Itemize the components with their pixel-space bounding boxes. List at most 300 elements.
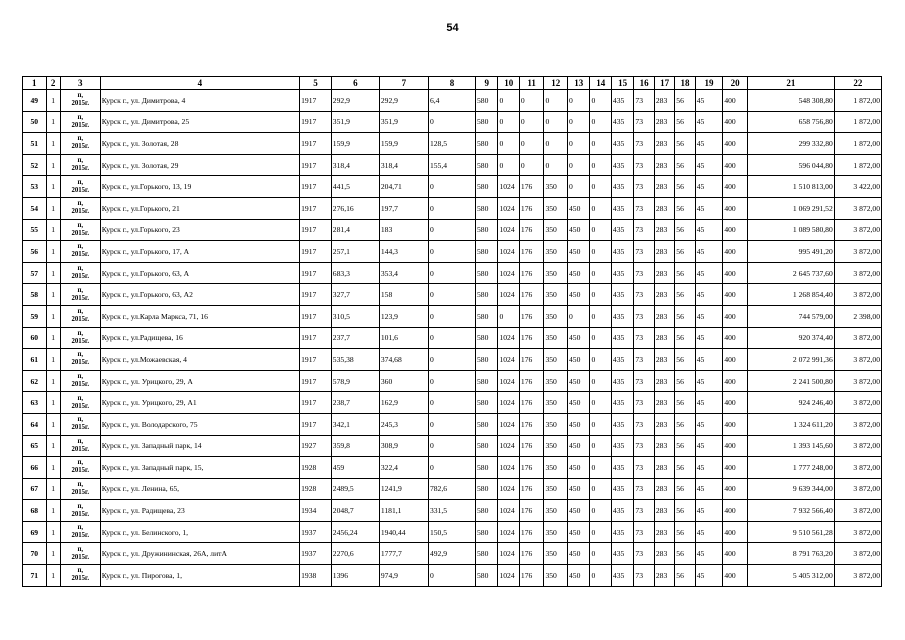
cell-col-13: 450 — [567, 370, 589, 392]
column-header-11: 11 — [519, 77, 544, 90]
cell-col-18: 56 — [675, 457, 695, 479]
cell-col-10: 0 — [498, 154, 519, 176]
cell-area-other: 0 — [428, 176, 475, 198]
column-header-19: 19 — [695, 77, 723, 90]
cell-col-12: 350 — [544, 543, 568, 565]
cell-col-11: 176 — [519, 521, 544, 543]
cell-amount: 5 405 312,00 — [747, 565, 834, 587]
cell-col-14: 0 — [590, 219, 611, 241]
cell-col-15: 435 — [611, 500, 633, 522]
cell-area-other: 0 — [428, 111, 475, 133]
cell-rate: 3 872,00 — [834, 349, 881, 371]
cell-amount: 9 639 344,00 — [747, 478, 834, 500]
cell-amount: 1 268 854,40 — [747, 284, 834, 306]
cell-count: 1 — [46, 392, 60, 414]
cell-col-14: 0 — [590, 154, 611, 176]
cell-rate: 3 872,00 — [834, 327, 881, 349]
table-row — [23, 370, 882, 392]
cell-col-16: 73 — [634, 370, 654, 392]
cell-col-13: 450 — [567, 478, 589, 500]
cell-col-15: 435 — [611, 370, 633, 392]
cell-col-14: 0 — [590, 197, 611, 219]
cell-col-16: 73 — [634, 284, 654, 306]
cell-col-17: 283 — [654, 349, 674, 371]
cell-year: 1917 — [300, 392, 332, 414]
cell-col-10: 1024 — [498, 262, 519, 284]
cell-col-13: 0 — [567, 111, 589, 133]
cell-col-12: 350 — [544, 457, 568, 479]
cell-year: 1917 — [300, 349, 332, 371]
cell-col-11: 0 — [519, 90, 544, 112]
column-header-7: 7 — [379, 77, 428, 90]
column-number-header-row — [23, 77, 882, 90]
column-header-12: 12 — [544, 77, 568, 90]
cell-col-13: 450 — [567, 435, 589, 457]
cell-year: 1928 — [300, 478, 332, 500]
cell-address: Курск г., ул.Горького, 63, А2 — [100, 284, 299, 306]
cell-count: 1 — [46, 565, 60, 587]
cell-period: п, 2015г. — [60, 370, 100, 392]
cell-address: Курск г., ул. Западный парк, 15, — [100, 457, 299, 479]
cell-rate: 3 872,00 — [834, 370, 881, 392]
cell-col-16: 73 — [634, 565, 654, 587]
cell-col-14: 0 — [590, 133, 611, 155]
cell-col-9: 580 — [475, 370, 497, 392]
cell-col-12: 350 — [544, 327, 568, 349]
cell-area-total: 318,4 — [331, 154, 379, 176]
cell-area-total: 276,16 — [331, 197, 379, 219]
cell-col-19: 45 — [695, 90, 723, 112]
cell-area-other: 0 — [428, 219, 475, 241]
cell-count: 1 — [46, 478, 60, 500]
cell-count: 1 — [46, 457, 60, 479]
cell-area-total: 237,7 — [331, 327, 379, 349]
cell-col-11: 176 — [519, 327, 544, 349]
cell-year: 1917 — [300, 176, 332, 198]
cell-year: 1917 — [300, 327, 332, 349]
cell-area-total: 441,5 — [331, 176, 379, 198]
cell-count: 1 — [46, 521, 60, 543]
table-row — [23, 133, 882, 155]
cell-amount: 1 324 611,20 — [747, 413, 834, 435]
cell-address: Курск г., ул. Дружининская, 26А, литА — [100, 543, 299, 565]
cell-count: 1 — [46, 90, 60, 112]
cell-col-16: 73 — [634, 521, 654, 543]
cell-area-other: 155,4 — [428, 154, 475, 176]
cell-col-11: 176 — [519, 197, 544, 219]
table-row — [23, 197, 882, 219]
cell-address: Курск г., ул. Димитрова, 25 — [100, 111, 299, 133]
cell-col-14: 0 — [590, 262, 611, 284]
cell-col-17: 283 — [654, 197, 674, 219]
cell-col-9: 580 — [475, 392, 497, 414]
cell-col-11: 0 — [519, 154, 544, 176]
cell-col-9: 580 — [475, 565, 497, 587]
cell-area-other: 492,9 — [428, 543, 475, 565]
cell-col-15: 435 — [611, 543, 633, 565]
cell-col-17: 283 — [654, 543, 674, 565]
cell-col-13: 450 — [567, 457, 589, 479]
column-header-4: 4 — [100, 77, 299, 90]
cell-year: 1917 — [300, 133, 332, 155]
cell-col-13: 450 — [567, 262, 589, 284]
cell-row-number: 64 — [23, 413, 47, 435]
cell-col-11: 176 — [519, 241, 544, 263]
cell-col-18: 56 — [675, 413, 695, 435]
cell-col-20: 400 — [723, 90, 748, 112]
cell-rate: 3 872,00 — [834, 392, 881, 414]
cell-col-19: 45 — [695, 565, 723, 587]
cell-col-12: 350 — [544, 349, 568, 371]
cell-col-15: 435 — [611, 176, 633, 198]
cell-area-living: 162,9 — [379, 392, 428, 414]
table-row — [23, 241, 882, 263]
cell-area-living: 245,3 — [379, 413, 428, 435]
cell-count: 1 — [46, 305, 60, 327]
table-row — [23, 349, 882, 371]
cell-count: 1 — [46, 262, 60, 284]
cell-col-20: 400 — [723, 219, 748, 241]
cell-amount: 9 510 561,28 — [747, 521, 834, 543]
cell-col-9: 580 — [475, 176, 497, 198]
cell-count: 1 — [46, 543, 60, 565]
cell-col-10: 1024 — [498, 478, 519, 500]
cell-col-16: 73 — [634, 90, 654, 112]
cell-address: Курск г., ул.Горького, 17, А — [100, 241, 299, 263]
cell-area-total: 459 — [331, 457, 379, 479]
cell-row-number: 59 — [23, 305, 47, 327]
cell-address: Курск г., ул. Урицкого, 29, А — [100, 370, 299, 392]
cell-count: 1 — [46, 327, 60, 349]
cell-amount: 2 241 500,80 — [747, 370, 834, 392]
cell-col-16: 73 — [634, 111, 654, 133]
column-header-1: 1 — [23, 77, 47, 90]
cell-col-18: 56 — [675, 327, 695, 349]
cell-col-12: 350 — [544, 435, 568, 457]
cell-address: Курск г., ул.Горького, 13, 19 — [100, 176, 299, 198]
cell-count: 1 — [46, 176, 60, 198]
cell-col-10: 1024 — [498, 197, 519, 219]
column-header-22: 22 — [834, 77, 881, 90]
cell-col-20: 400 — [723, 565, 748, 587]
cell-period: п, 2015г. — [60, 197, 100, 219]
cell-col-13: 450 — [567, 284, 589, 306]
cell-col-17: 283 — [654, 90, 674, 112]
cell-row-number: 53 — [23, 176, 47, 198]
cell-rate: 3 872,00 — [834, 543, 881, 565]
cell-col-10: 1024 — [498, 241, 519, 263]
table-row — [23, 543, 882, 565]
cell-col-20: 400 — [723, 392, 748, 414]
cell-col-20: 400 — [723, 543, 748, 565]
cell-col-18: 56 — [675, 111, 695, 133]
cell-col-15: 435 — [611, 241, 633, 263]
cell-col-16: 73 — [634, 435, 654, 457]
cell-period: п, 2015г. — [60, 111, 100, 133]
table-row — [23, 305, 882, 327]
cell-period: п, 2015г. — [60, 500, 100, 522]
cell-period: п, 2015г. — [60, 457, 100, 479]
cell-col-15: 435 — [611, 565, 633, 587]
cell-row-number: 54 — [23, 197, 47, 219]
cell-col-19: 45 — [695, 219, 723, 241]
cell-rate: 3 872,00 — [834, 565, 881, 587]
cell-amount: 1 393 145,60 — [747, 435, 834, 457]
column-header-6: 6 — [331, 77, 379, 90]
cell-rate: 3 872,00 — [834, 241, 881, 263]
cell-col-12: 350 — [544, 392, 568, 414]
cell-rate: 3 422,00 — [834, 176, 881, 198]
cell-col-12: 350 — [544, 197, 568, 219]
cell-area-other: 0 — [428, 284, 475, 306]
cell-col-16: 73 — [634, 543, 654, 565]
cell-col-18: 56 — [675, 262, 695, 284]
housing-register-table — [22, 76, 882, 587]
cell-col-12: 0 — [544, 133, 568, 155]
cell-col-17: 283 — [654, 327, 674, 349]
cell-year: 1934 — [300, 500, 332, 522]
cell-col-15: 435 — [611, 435, 633, 457]
cell-row-number: 58 — [23, 284, 47, 306]
cell-col-15: 435 — [611, 457, 633, 479]
cell-area-other: 0 — [428, 327, 475, 349]
cell-col-12: 350 — [544, 262, 568, 284]
cell-col-9: 580 — [475, 413, 497, 435]
cell-rate: 3 872,00 — [834, 435, 881, 457]
cell-col-12: 350 — [544, 241, 568, 263]
cell-count: 1 — [46, 154, 60, 176]
cell-col-13: 450 — [567, 392, 589, 414]
cell-col-10: 0 — [498, 305, 519, 327]
cell-col-11: 176 — [519, 370, 544, 392]
cell-address: Курск г., ул. Западный парк, 14 — [100, 435, 299, 457]
column-header-5: 5 — [300, 77, 332, 90]
table-row — [23, 90, 882, 112]
cell-col-16: 73 — [634, 133, 654, 155]
cell-col-15: 435 — [611, 197, 633, 219]
cell-col-17: 283 — [654, 176, 674, 198]
cell-col-12: 350 — [544, 565, 568, 587]
cell-col-18: 56 — [675, 500, 695, 522]
cell-rate: 1 872,00 — [834, 111, 881, 133]
cell-rate: 3 872,00 — [834, 262, 881, 284]
cell-amount: 2 072 991,36 — [747, 349, 834, 371]
cell-col-18: 56 — [675, 219, 695, 241]
cell-period: п, 2015г. — [60, 90, 100, 112]
cell-row-number: 62 — [23, 370, 47, 392]
cell-year: 1937 — [300, 543, 332, 565]
cell-col-16: 73 — [634, 327, 654, 349]
cell-amount: 596 044,80 — [747, 154, 834, 176]
cell-col-14: 0 — [590, 370, 611, 392]
cell-area-other: 128,5 — [428, 133, 475, 155]
cell-col-13: 0 — [567, 133, 589, 155]
cell-col-9: 580 — [475, 521, 497, 543]
cell-col-19: 45 — [695, 154, 723, 176]
cell-area-total: 2270,6 — [331, 543, 379, 565]
cell-area-other: 782,6 — [428, 478, 475, 500]
column-header-10: 10 — [498, 77, 519, 90]
cell-area-living: 159,9 — [379, 133, 428, 155]
table-row — [23, 327, 882, 349]
cell-area-living: 183 — [379, 219, 428, 241]
cell-col-20: 400 — [723, 413, 748, 435]
cell-col-19: 45 — [695, 478, 723, 500]
cell-col-20: 400 — [723, 349, 748, 371]
cell-amount: 7 932 566,40 — [747, 500, 834, 522]
cell-col-15: 435 — [611, 327, 633, 349]
page-number: 54 — [446, 22, 459, 34]
cell-col-15: 435 — [611, 392, 633, 414]
cell-col-10: 1024 — [498, 370, 519, 392]
cell-year: 1917 — [300, 305, 332, 327]
cell-address: Курск г., ул. Пирогова, 1, — [100, 565, 299, 587]
cell-col-15: 435 — [611, 413, 633, 435]
cell-period: п, 2015г. — [60, 154, 100, 176]
cell-col-10: 1024 — [498, 392, 519, 414]
cell-col-11: 176 — [519, 500, 544, 522]
cell-col-14: 0 — [590, 413, 611, 435]
cell-area-total: 351,9 — [331, 111, 379, 133]
cell-col-20: 400 — [723, 521, 748, 543]
cell-col-18: 56 — [675, 90, 695, 112]
cell-period: п, 2015г. — [60, 349, 100, 371]
cell-area-living: 308,9 — [379, 435, 428, 457]
cell-col-19: 45 — [695, 133, 723, 155]
cell-rate: 3 872,00 — [834, 500, 881, 522]
cell-col-17: 283 — [654, 241, 674, 263]
table-row — [23, 413, 882, 435]
cell-year: 1917 — [300, 111, 332, 133]
cell-year: 1937 — [300, 521, 332, 543]
column-header-21: 21 — [747, 77, 834, 90]
cell-col-12: 350 — [544, 521, 568, 543]
cell-rate: 2 398,00 — [834, 305, 881, 327]
cell-amount: 1 069 291,52 — [747, 197, 834, 219]
cell-address: Курск г., ул. Золотая, 28 — [100, 133, 299, 155]
column-header-17: 17 — [654, 77, 674, 90]
cell-rate: 3 872,00 — [834, 413, 881, 435]
cell-area-other: 0 — [428, 565, 475, 587]
cell-col-17: 283 — [654, 435, 674, 457]
cell-col-17: 283 — [654, 111, 674, 133]
cell-col-16: 73 — [634, 197, 654, 219]
cell-amount: 299 332,80 — [747, 133, 834, 155]
cell-col-13: 450 — [567, 349, 589, 371]
cell-col-11: 176 — [519, 392, 544, 414]
cell-period: п, 2015г. — [60, 565, 100, 587]
cell-amount: 1 089 580,80 — [747, 219, 834, 241]
cell-period: п, 2015г. — [60, 521, 100, 543]
cell-col-15: 435 — [611, 284, 633, 306]
table-row — [23, 284, 882, 306]
cell-row-number: 61 — [23, 349, 47, 371]
cell-col-15: 435 — [611, 478, 633, 500]
cell-col-9: 580 — [475, 457, 497, 479]
cell-col-16: 73 — [634, 154, 654, 176]
cell-address: Курск г., ул. Димитрова, 4 — [100, 90, 299, 112]
cell-col-16: 73 — [634, 478, 654, 500]
cell-col-14: 0 — [590, 543, 611, 565]
table-row — [23, 219, 882, 241]
cell-col-20: 400 — [723, 262, 748, 284]
cell-col-11: 176 — [519, 543, 544, 565]
cell-col-19: 45 — [695, 176, 723, 198]
cell-area-living: 204,71 — [379, 176, 428, 198]
cell-col-11: 176 — [519, 284, 544, 306]
cell-col-20: 400 — [723, 305, 748, 327]
cell-col-16: 73 — [634, 176, 654, 198]
cell-col-10: 0 — [498, 90, 519, 112]
cell-rate: 1 872,00 — [834, 133, 881, 155]
cell-col-14: 0 — [590, 305, 611, 327]
cell-col-12: 350 — [544, 176, 568, 198]
cell-col-20: 400 — [723, 435, 748, 457]
cell-col-19: 45 — [695, 284, 723, 306]
cell-area-other: 0 — [428, 305, 475, 327]
cell-address: Курск г., ул.Можаевская, 4 — [100, 349, 299, 371]
cell-col-11: 176 — [519, 435, 544, 457]
cell-row-number: 66 — [23, 457, 47, 479]
cell-area-total: 2489,5 — [331, 478, 379, 500]
cell-col-9: 580 — [475, 90, 497, 112]
cell-area-total: 292,9 — [331, 90, 379, 112]
cell-col-19: 45 — [695, 305, 723, 327]
cell-col-9: 580 — [475, 327, 497, 349]
cell-address: Курск г., ул.Карла Маркса, 71, 16 — [100, 305, 299, 327]
cell-year: 1917 — [300, 284, 332, 306]
cell-col-19: 45 — [695, 197, 723, 219]
cell-col-14: 0 — [590, 241, 611, 263]
cell-col-11: 176 — [519, 176, 544, 198]
cell-count: 1 — [46, 197, 60, 219]
cell-area-other: 0 — [428, 435, 475, 457]
cell-col-16: 73 — [634, 349, 654, 371]
cell-col-15: 435 — [611, 90, 633, 112]
column-header-8: 8 — [428, 77, 475, 90]
cell-col-9: 580 — [475, 241, 497, 263]
cell-col-20: 400 — [723, 478, 748, 500]
cell-col-20: 400 — [723, 197, 748, 219]
cell-area-living: 374,68 — [379, 349, 428, 371]
cell-col-20: 400 — [723, 284, 748, 306]
cell-period: п, 2015г. — [60, 284, 100, 306]
cell-col-19: 45 — [695, 349, 723, 371]
cell-col-16: 73 — [634, 305, 654, 327]
cell-col-18: 56 — [675, 543, 695, 565]
cell-col-12: 350 — [544, 413, 568, 435]
cell-col-9: 580 — [475, 284, 497, 306]
cell-area-total: 281,4 — [331, 219, 379, 241]
cell-col-14: 0 — [590, 111, 611, 133]
cell-col-9: 580 — [475, 435, 497, 457]
cell-area-other: 150,5 — [428, 521, 475, 543]
cell-area-living: 318,4 — [379, 154, 428, 176]
cell-col-12: 0 — [544, 111, 568, 133]
cell-area-other: 0 — [428, 413, 475, 435]
cell-year: 1917 — [300, 370, 332, 392]
cell-col-12: 350 — [544, 478, 568, 500]
cell-row-number: 55 — [23, 219, 47, 241]
cell-area-other: 0 — [428, 197, 475, 219]
cell-col-13: 450 — [567, 241, 589, 263]
cell-area-other: 0 — [428, 370, 475, 392]
cell-col-16: 73 — [634, 219, 654, 241]
cell-col-11: 176 — [519, 219, 544, 241]
table-row — [23, 435, 882, 457]
cell-col-16: 73 — [634, 241, 654, 263]
cell-col-12: 0 — [544, 154, 568, 176]
